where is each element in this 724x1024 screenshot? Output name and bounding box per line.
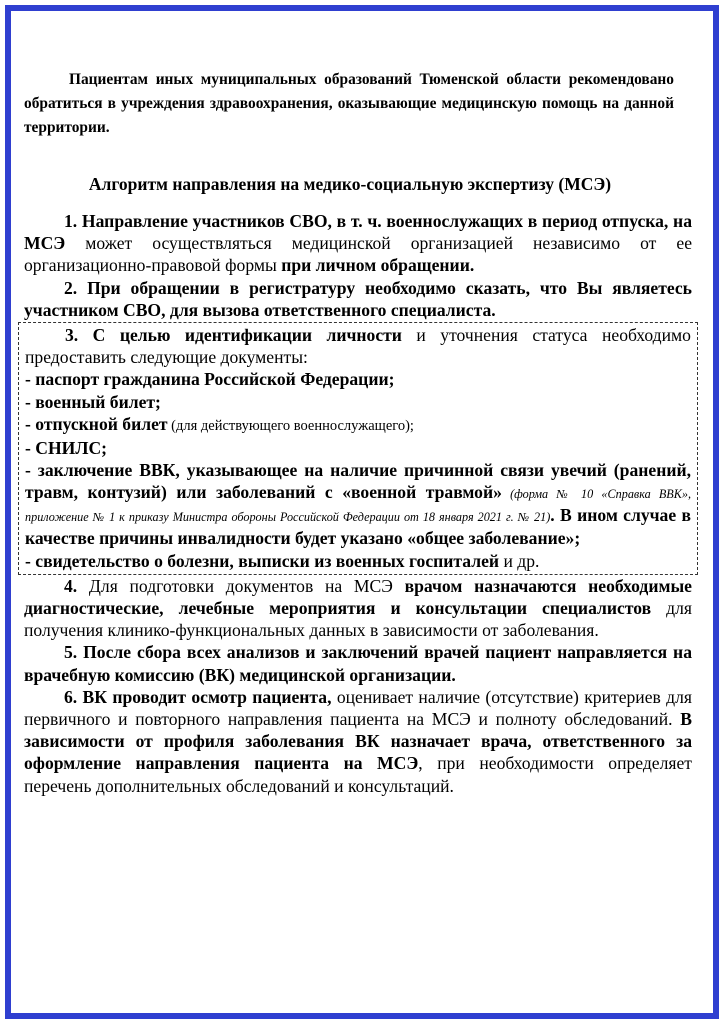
paragraph-4 bbox=[24, 575, 692, 642]
document-item-leave-ticket-note: (для действующего военнослужащего); bbox=[167, 417, 414, 434]
document-item-illness-certificate bbox=[25, 550, 691, 572]
paragraph-3-text: и уточнения статуса необходимо предоставить следующие документы: bbox=[25, 325, 691, 368]
documents-box bbox=[18, 322, 698, 575]
paragraph-6-end: , при необходимости определяет перечень дополнительных обследований и консультаций. bbox=[24, 753, 692, 796]
paragraph-6 bbox=[24, 686, 692, 797]
paragraph-1-end: при личном обращении. bbox=[281, 255, 475, 276]
paragraph-2-text: 2. При обращении в регистратуру необходимо сказать, что Вы являетесь участником СВО, для вызова ответственного специалиста. bbox=[24, 277, 692, 320]
paragraph-4-text: Для подготовки документов на МСЭ bbox=[77, 575, 405, 596]
document-item-snils-label: - СНИЛС; bbox=[25, 438, 108, 459]
paragraph-4-num: 4. bbox=[64, 575, 78, 596]
paragraph-4-end: для получения клинико-функциональных данных в зависимости от заболевания. bbox=[24, 598, 692, 641]
paragraph-6-lead: 6. ВК проводит осмотр пациента, bbox=[64, 686, 332, 707]
paragraph-6-text: оценивает наличие (отсутствие) критериев для первичного и повторного направления пациента на МСЭ и полноту обследований. bbox=[24, 686, 692, 730]
paragraph-1-lead: 1. Направление участников СВО, в т. ч. военнослужащих в период отпуска, на МСЭ bbox=[24, 211, 692, 254]
paragraph-3-lead: 3. С целью идентификации личности bbox=[65, 325, 402, 346]
paragraph-3 bbox=[25, 324, 691, 368]
paragraph-5-text: 5. После сбора всех анализов и заключений врачей пациент направляется на врачебную комиссию (ВК) медицинской организации. bbox=[24, 642, 692, 685]
document-item-passport-label: - паспорт гражданина Российской Федерации; bbox=[25, 369, 395, 390]
document-item-vvk bbox=[25, 459, 691, 549]
paragraph-2 bbox=[24, 277, 692, 321]
document-item-military-id-label: - военный билет; bbox=[25, 391, 161, 412]
document-item-vvk-tail: . В ином случае в качестве причины инвалидности будет указано «общее заболевание»; bbox=[25, 505, 692, 549]
document-item-illness-certificate-tail: и др. bbox=[499, 550, 540, 571]
page-title: Алгоритм направления на медико-социальную экспертизу (МСЭ) bbox=[88, 174, 612, 194]
algorithm-body bbox=[24, 210, 692, 797]
document-item-passport bbox=[25, 368, 691, 390]
paragraph-1-text: может осуществляться медицинской организацией независимо от ее организационно-правовой формы bbox=[24, 233, 692, 276]
document-item-snils bbox=[25, 437, 691, 459]
notice-block bbox=[24, 68, 674, 140]
paragraph-6-bold: В зависимости от профиля заболевания ВК назначает врача, ответственного за оформление направления пациента на МСЭ bbox=[24, 709, 692, 774]
paragraph-5 bbox=[24, 641, 692, 685]
document-item-vvk-note: (форма № 10 «Справка ВВК», приложение № 1 к приказу Министра обороны Российской Федерации от 18 января 2021 г. № 21) bbox=[25, 487, 691, 525]
paragraph-4-bold: врачом назначаются необходимые диагностические, лечебные мероприятия и консультации специалистов bbox=[24, 575, 692, 619]
notice-text: Пациентам иных муниципальных образований Тюменской области рекомендовано обратиться в учреждения здравоохранения, оказывающие медицинскую помощь на данной территории. bbox=[24, 71, 674, 136]
document-item-vvk-label: - заключение ВВК, указывающее на наличие причинной связи увечий (ранений, травм, контузий) или заболеваний с «военной травмой» bbox=[25, 460, 691, 503]
document-item-military-id bbox=[25, 391, 691, 413]
paragraph-1 bbox=[24, 210, 692, 277]
document-item-illness-certificate-label: - свидетельство о болезни, выписки из военных госпиталей bbox=[25, 550, 500, 571]
document-item-leave-ticket bbox=[25, 413, 691, 437]
document-item-leave-ticket-label: - отпускной билет bbox=[25, 413, 168, 434]
